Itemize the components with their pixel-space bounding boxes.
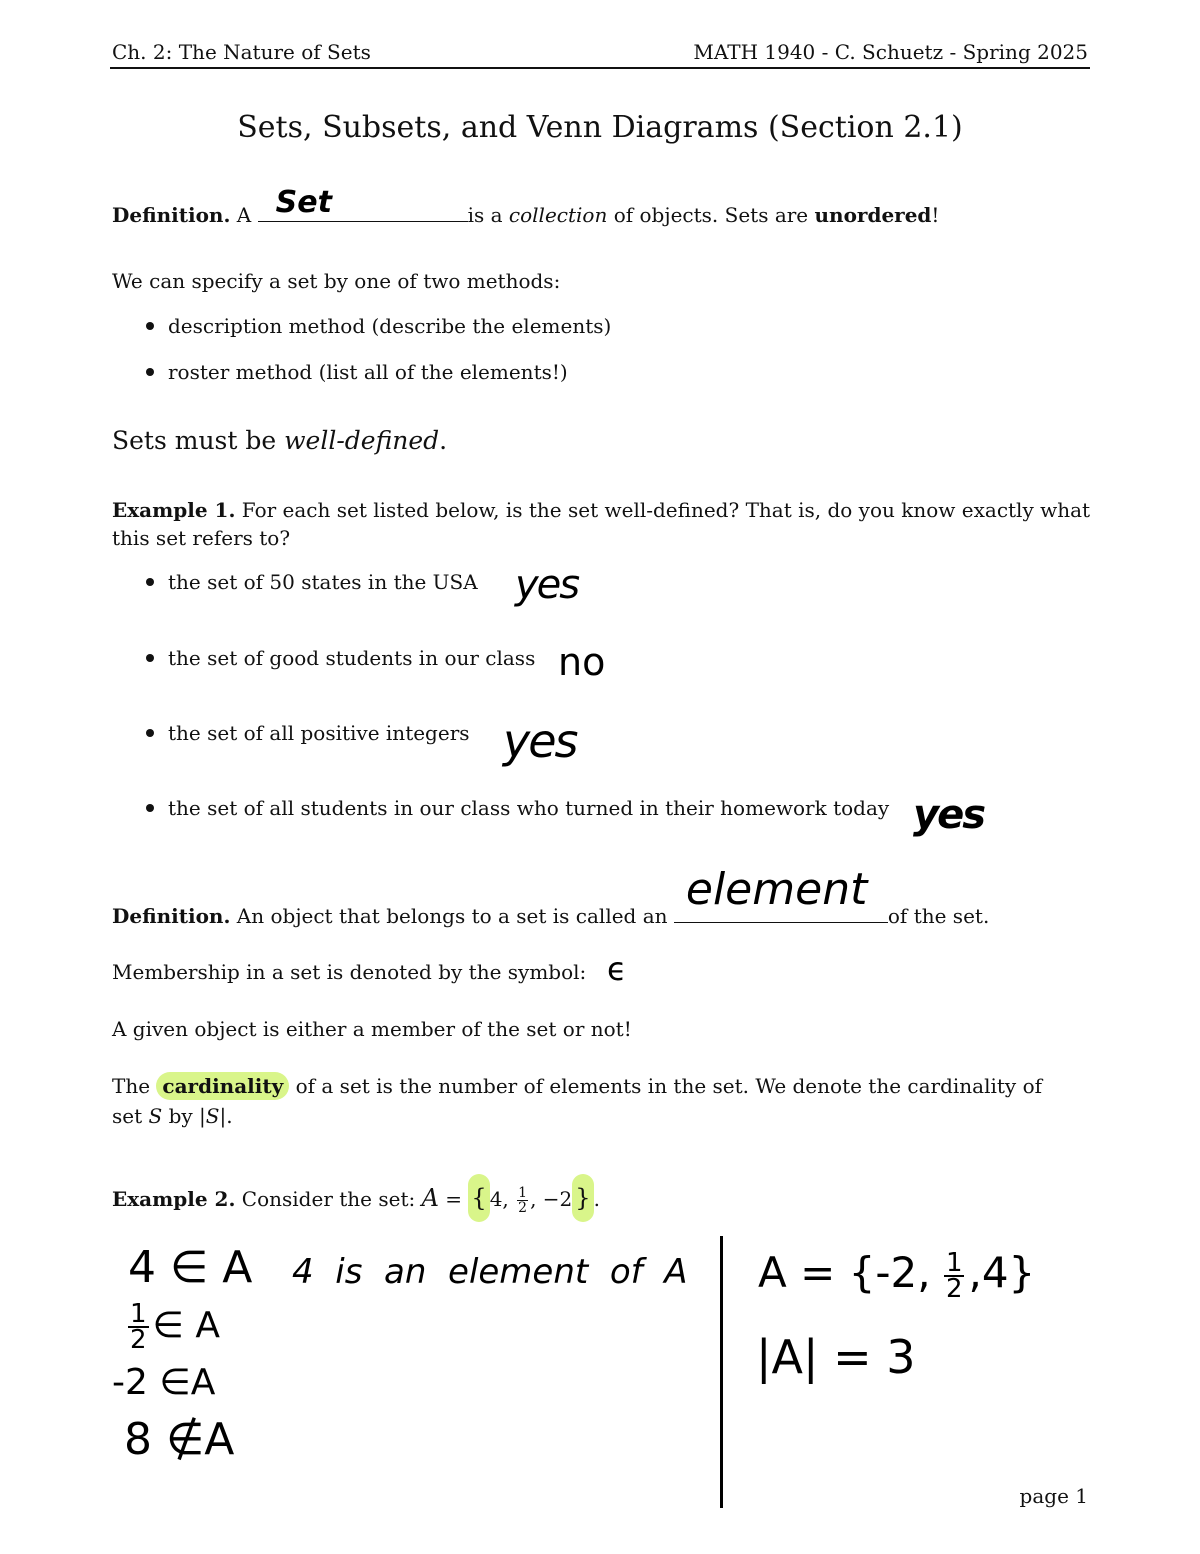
page-number: page 1 — [1019, 1484, 1088, 1508]
cardinality-pre: The — [112, 1074, 151, 1098]
definition-label: Definition. — [112, 203, 231, 227]
example-text: For each set listed below, is the set well-defined? That is, do you know exactly what — [241, 498, 1091, 522]
set-element: , −2 — [530, 1187, 573, 1211]
methods-intro: We can specify a set by one of two methods: — [112, 269, 561, 293]
handwritten-line: 8 ∉A — [124, 1414, 235, 1465]
handwritten-fraction — [944, 1247, 965, 1304]
example-item-text: the set of all positive integers — [168, 721, 470, 745]
cardinality-line2 — [112, 1102, 233, 1130]
fraction-denominator: 2 — [518, 1200, 528, 1216]
definition-pre: An object that belongs to a set is called an — [236, 904, 668, 928]
cardinality-term: cardinality — [156, 1072, 289, 1100]
handwritten-fraction — [128, 1299, 149, 1355]
header-right: MATH 1940 - C. Schuetz - Spring 2025 — [693, 40, 1088, 64]
header-rule — [110, 67, 1090, 69]
page-title: Sets, Subsets, and Venn Diagrams (Section 2.1) — [237, 110, 963, 145]
bullet — [146, 578, 154, 586]
definition-bold: unordered — [814, 203, 932, 227]
example-item — [146, 719, 470, 747]
example-item-text: the set of 50 states in the USA — [168, 570, 478, 594]
handwritten-text: ,4} — [968, 1248, 1036, 1297]
handwritten-set: Set — [275, 185, 332, 220]
fraction-denominator: 2 — [945, 1273, 963, 1304]
fraction — [517, 1186, 528, 1215]
definition-end: ! — [931, 203, 940, 227]
example-item — [146, 644, 535, 672]
method-text: description method (describe the elements) — [168, 314, 612, 338]
set-name: A — [421, 1184, 439, 1212]
handwritten-text: A = {-2, — [758, 1248, 931, 1297]
handwritten-roster — [758, 1247, 1036, 1304]
bullet — [146, 654, 154, 662]
well-defined-end: . — [439, 426, 448, 455]
example-item-text: the set of good students in our class — [168, 646, 536, 670]
definition-element — [112, 864, 990, 930]
example-end: . — [593, 1187, 600, 1211]
fraction-numerator: 1 — [945, 1247, 963, 1278]
handwritten-element: element — [685, 864, 868, 915]
member-or-not: A given object is either a member of the set or not! — [112, 1017, 632, 1041]
bullet — [146, 804, 154, 812]
definition-label: Definition. — [112, 904, 231, 928]
definition-set — [112, 185, 940, 229]
example-item — [146, 568, 478, 596]
well-defined-heading — [112, 426, 447, 455]
definition-em: collection — [508, 203, 608, 227]
cardinality-notation: |S| — [199, 1104, 227, 1128]
handwritten-answer: yes — [503, 714, 577, 768]
cardinality-var: S — [148, 1104, 163, 1128]
handwritten-line — [128, 1299, 220, 1355]
membership-symbol: ϵ — [607, 950, 627, 988]
definition-post: of the set. — [887, 904, 990, 928]
method-text: roster method (list all of the elements!) — [168, 360, 568, 384]
set-element: 4, — [489, 1187, 509, 1211]
example1-intro-line2: this set refers to? — [112, 526, 291, 550]
vertical-divider — [720, 1236, 723, 1508]
bullet — [146, 368, 154, 376]
handwritten-line: -2 ∈A — [112, 1362, 216, 1403]
method-item — [146, 358, 568, 386]
example-text: Consider the set: — [241, 1187, 416, 1211]
definition-mid: is a — [467, 203, 503, 227]
cardinality-post: of a set is the number of elements in the set. We denote the cardinality of — [295, 1074, 1043, 1098]
handwritten-answer: no — [558, 640, 606, 684]
cardinality-line2-mid: by — [168, 1104, 193, 1128]
handwritten-note: 4 is an element of A — [292, 1252, 688, 1292]
example1-intro — [112, 496, 1090, 524]
handwritten-line: 4 ∈ A — [128, 1242, 253, 1293]
close-brace: } — [572, 1174, 593, 1222]
handwritten-text: ∈ A — [152, 1305, 220, 1346]
example-item-text: the set of all students in our class who turned in their homework today — [168, 796, 890, 820]
well-defined-pre: Sets must be — [112, 426, 277, 455]
example-label: Example 1. — [112, 498, 236, 522]
example-item — [146, 794, 889, 822]
membership-text: Membership in a set is denoted by the symbol: — [112, 960, 587, 984]
cardinality-definition — [112, 1072, 1090, 1100]
method-item — [146, 312, 611, 340]
definition-pre: A — [236, 203, 252, 227]
open-brace: { — [468, 1174, 489, 1222]
handwritten-answer: yes — [913, 792, 985, 838]
handwritten-answer: yes — [515, 562, 579, 608]
fraction-numerator: 1 — [130, 1299, 147, 1329]
bullet — [146, 322, 154, 330]
header-left: Ch. 2: The Nature of Sets — [112, 40, 371, 64]
cardinality-line2-pre: set — [112, 1104, 143, 1128]
definition-post: of objects. Sets are — [613, 203, 809, 227]
fraction-numerator: 1 — [518, 1185, 528, 1201]
equals-sign: = — [445, 1187, 463, 1211]
example2 — [112, 1180, 600, 1217]
fraction-denominator: 2 — [130, 1325, 147, 1355]
cardinality-line2-end: . — [226, 1104, 233, 1128]
handwritten-cardinality: |A| = 3 — [756, 1330, 916, 1384]
bullet — [146, 729, 154, 737]
example-label: Example 2. — [112, 1187, 236, 1211]
answer-blank — [258, 185, 468, 222]
well-defined-em: well-defined — [284, 426, 440, 455]
answer-blank — [674, 864, 888, 923]
